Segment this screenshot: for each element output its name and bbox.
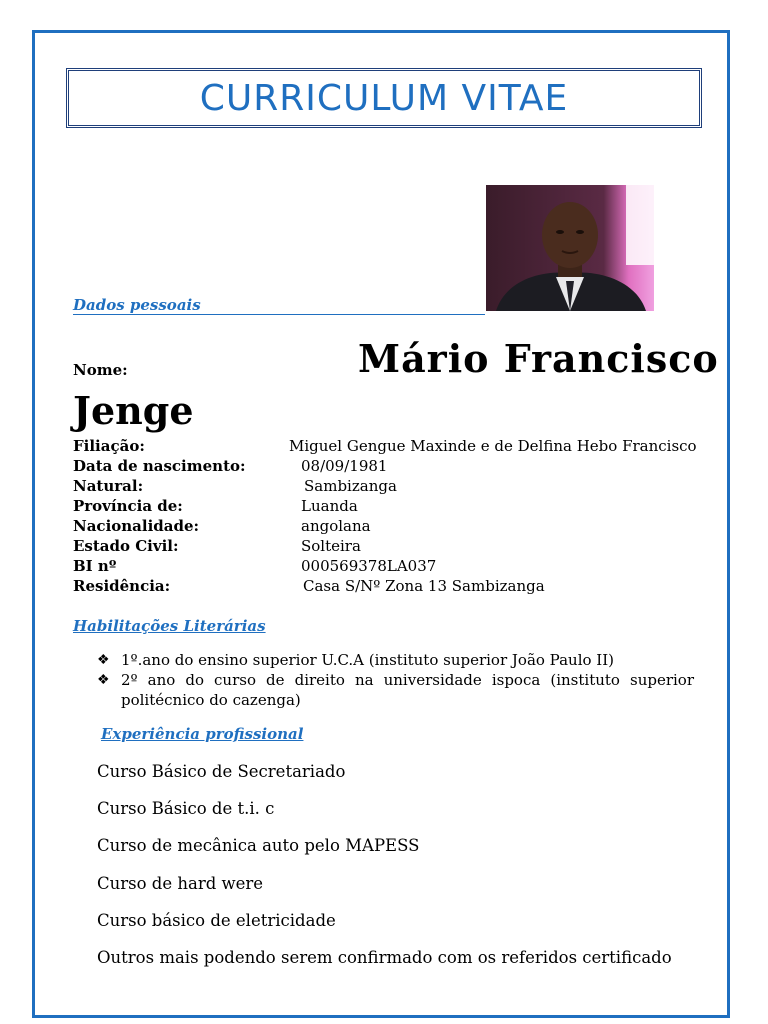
info-value: angolana	[301, 517, 371, 535]
diamond-bullet-icon: ❖	[97, 672, 110, 688]
info-label: Filiação:	[73, 437, 145, 455]
list-item	[97, 670, 694, 710]
info-value: Miguel Gengue Maxinde e de Delfina Hebo Francisco	[289, 437, 697, 455]
list-item: Curso básico de eletricidade	[97, 911, 336, 930]
nome-last: Jenge	[73, 388, 194, 433]
list-item: Curso Básico de Secretariado	[97, 762, 346, 781]
list-item: Outros mais podendo serem confirmado com os referidos certificado	[97, 948, 672, 967]
diamond-bullet-icon: ❖	[97, 652, 110, 668]
section-dados-pessoais: Dados pessoais	[73, 296, 485, 315]
title-box	[66, 68, 702, 128]
info-value: Luanda	[301, 497, 358, 515]
info-label: Residência:	[73, 577, 171, 595]
list-item-text: 2º ano do curso de direito na universidade ispoca (instituto superior politécnico do cazenga)	[121, 671, 694, 709]
info-value: Sambizanga	[304, 477, 397, 495]
list-item: Curso Básico de t.i. c	[97, 799, 275, 818]
info-label: Estado Civil:	[73, 537, 179, 555]
list-item-text: 1º.ano do ensino superior U.C.A (instituto superior João Paulo II)	[121, 651, 615, 669]
info-label: BI nº	[73, 557, 117, 575]
list-item: Curso de hard were	[97, 874, 264, 893]
section-habilitacoes: Habilitações Literárias	[73, 617, 266, 635]
nome-label: Nome:	[73, 361, 128, 379]
info-label: Nacionalidade:	[73, 517, 200, 535]
info-label: Província de:	[73, 497, 183, 515]
page-title: CURRICULUM VITAE	[199, 77, 569, 119]
info-value: 08/09/1981	[301, 457, 388, 475]
profile-photo	[486, 185, 654, 311]
info-label: Data de nascimento:	[73, 457, 246, 475]
info-value: Solteira	[301, 537, 361, 555]
list-item	[97, 650, 694, 670]
nome-first: Mário Francisco	[358, 336, 719, 381]
list-item: Curso de mecânica auto pelo MAPESS	[97, 836, 420, 855]
info-value: Casa S/Nº Zona 13 Sambizanga	[303, 577, 545, 595]
habilitacoes-list	[97, 650, 694, 710]
info-label: Natural:	[73, 477, 144, 495]
section-experiencia: Experiência profissional	[101, 725, 304, 743]
info-value: 000569378LA037	[301, 557, 437, 575]
